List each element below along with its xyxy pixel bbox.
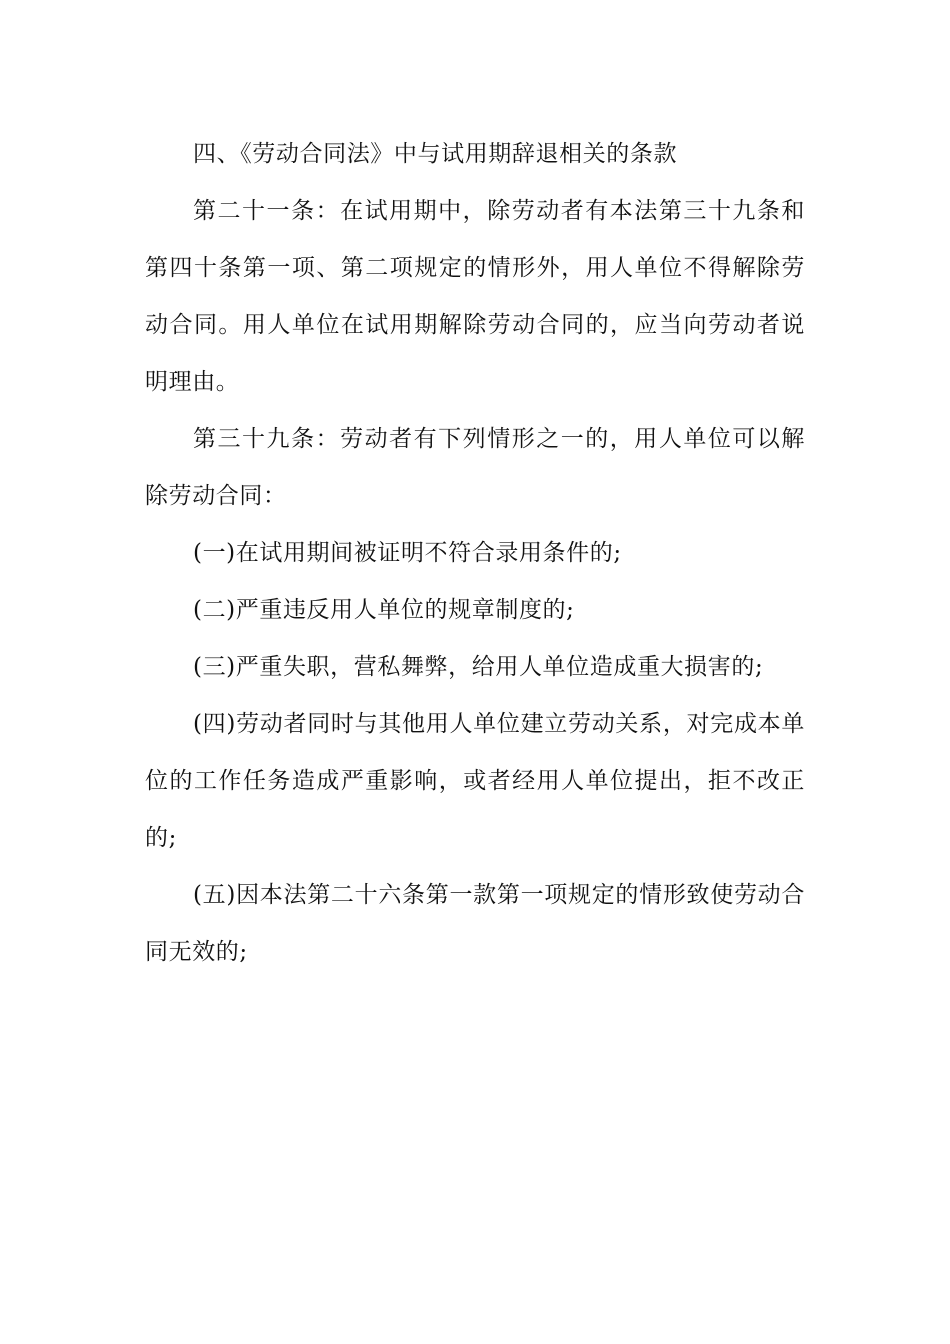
list-item-5: (五)因本法第二十六条第一款第一项规定的情形致使劳动合同无效的; <box>145 882 805 965</box>
document-body <box>145 126 805 981</box>
article-21-paragraph: 第二十一条：在试用期中，除劳动者有本法第三十九条和第四十条第一项、第二项规定的情形外，用人单位不得解除劳动合同。用人单位在试用期解除劳动合同的，应当向劳动者说明理由。 <box>145 198 805 395</box>
section-heading: 四、《劳动合同法》中与试用期辞退相关的条款 <box>193 141 678 167</box>
article-39-paragraph: 第三十九条：劳动者有下列情形之一的，用人单位可以解除劳动合同： <box>145 426 805 509</box>
list-item-4: (四)劳动者同时与其他用人单位建立劳动关系，对完成本单位的工作任务造成严重影响，或者经用人单位提出，拒不改正的; <box>145 711 805 851</box>
list-item-3: (三)严重失职，营私舞弊，给用人单位造成重大损害的; <box>193 654 764 680</box>
list-item-1: (一)在试用期间被证明不符合录用条件的; <box>193 540 622 566</box>
list-item-2: (二)严重违反用人单位的规章制度的; <box>193 597 575 623</box>
